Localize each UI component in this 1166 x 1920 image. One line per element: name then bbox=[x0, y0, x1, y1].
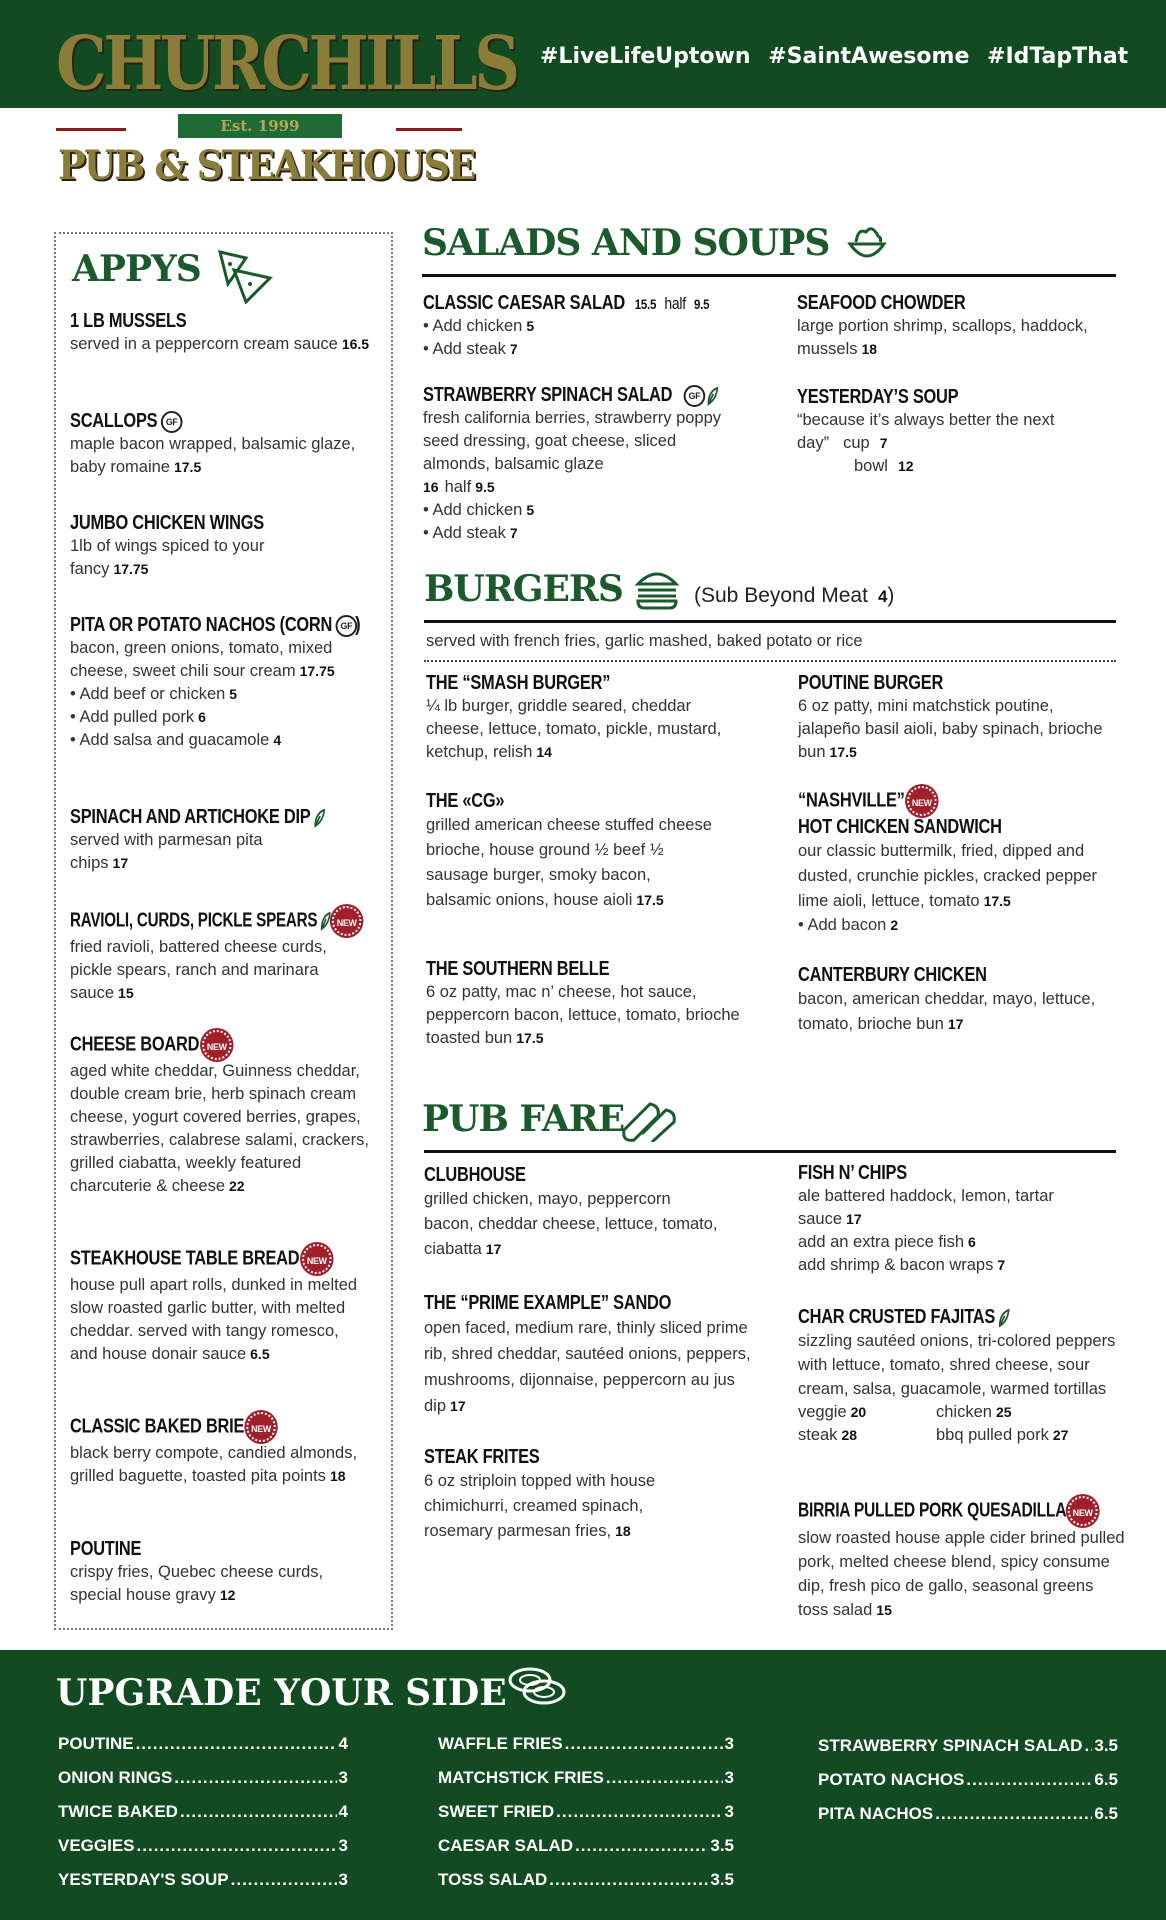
item-price: 12 bbox=[219, 1587, 236, 1603]
menu-item bbox=[70, 806, 370, 875]
item-desc: fresh california berries, strawberry poppy seed dressing, goat cheese, sliced almonds, balsamic glaze bbox=[423, 409, 722, 473]
menu-item bbox=[70, 310, 370, 356]
item-name: SCALLOPS bbox=[70, 410, 158, 432]
side-item bbox=[58, 1802, 348, 1822]
burgers-served-with: served with french fries, garlic mashed, baked potato or rice bbox=[426, 632, 863, 650]
side-name: POTATO NACHOS bbox=[818, 1770, 965, 1789]
vegetarian-leaf-icon bbox=[998, 1308, 1009, 1328]
side-price: 3 bbox=[338, 1836, 348, 1855]
logo-churchills: CHURCHILLS bbox=[56, 21, 517, 107]
menu-item bbox=[70, 1244, 370, 1366]
gluten-free-icon: GF bbox=[335, 615, 357, 637]
half-price: 9.5 bbox=[475, 479, 495, 495]
side-name: STRAWBERRY SPINACH SALAD bbox=[818, 1736, 1083, 1755]
item-desc: 1lb of wings spiced to your fancy bbox=[70, 537, 265, 578]
addon-text: • Add beef or chicken bbox=[70, 685, 226, 703]
extra-price: 6 bbox=[968, 1234, 976, 1250]
item-name: THE «CG» bbox=[426, 790, 505, 812]
item-price: 17.5 bbox=[173, 459, 202, 475]
beyond-meat-note bbox=[694, 584, 894, 608]
menu-item bbox=[70, 614, 370, 752]
item-desc: 6 oz patty, mac n’ cheese, hot sauce, peppercorn bacon, lettuce, tomato, brioche toasted bun bbox=[426, 983, 740, 1047]
item-name: SEAFOOD CHOWDER bbox=[797, 292, 966, 314]
section-divider bbox=[424, 620, 1116, 623]
item-price: 15 bbox=[118, 985, 134, 1001]
item-name: CLUBHOUSE bbox=[424, 1164, 526, 1186]
bowl-price: 12 bbox=[897, 458, 914, 474]
item-price: 17.5 bbox=[983, 893, 1011, 909]
side-item bbox=[438, 1734, 734, 1754]
item-desc: served in a peppercorn cream sauce bbox=[70, 335, 338, 353]
side-item bbox=[818, 1804, 1118, 1824]
extra-text: add shrimp & bacon wraps bbox=[798, 1256, 994, 1274]
side-price: 3 bbox=[724, 1768, 734, 1787]
side-name: MATCHSTICK FRIES bbox=[438, 1768, 604, 1787]
item-desc: large portion shrimp, scallops, haddock, mussels bbox=[797, 317, 1088, 358]
item-name: CANTERBURY CHICKEN bbox=[798, 964, 987, 986]
item-price: 18 bbox=[861, 341, 878, 357]
item-price: 6.5 bbox=[250, 1346, 270, 1362]
item-name: THE “SMASH BURGER” bbox=[426, 672, 611, 694]
side-name: VEGGIES bbox=[58, 1836, 135, 1855]
menu-item bbox=[798, 1496, 1128, 1622]
side-name: YESTERDAY'S SOUP bbox=[58, 1870, 229, 1889]
item-desc: 6 oz striploin topped with house chimichurri, creamed spinach, rosemary parmesan fries, bbox=[424, 1472, 656, 1540]
menu-item bbox=[798, 672, 1118, 764]
menu-item bbox=[70, 1538, 370, 1607]
section-divider bbox=[424, 1150, 1116, 1153]
menu-item bbox=[426, 790, 726, 913]
new-badge: NEW bbox=[302, 1244, 332, 1274]
item-desc: served with parmesan pita chips bbox=[70, 831, 263, 872]
sub-note-close: ) bbox=[887, 584, 895, 607]
item-name: THE SOUTHERN BELLE bbox=[426, 958, 610, 980]
wrap-icon bbox=[620, 1100, 678, 1142]
side-item bbox=[58, 1870, 348, 1890]
item-desc: ¼ lb burger, griddle seared, cheddar cheese, lettuce, tomato, pickle, mustard, ketchup, relish bbox=[426, 697, 722, 761]
side-price: 3 bbox=[338, 1870, 348, 1889]
item-price: 17.75 bbox=[113, 561, 149, 577]
menu-item bbox=[423, 292, 753, 361]
item-desc: “because it’s always better the next day” bbox=[797, 411, 1055, 452]
side-item bbox=[58, 1734, 348, 1754]
dotted-divider bbox=[424, 660, 1116, 662]
side-price: 3 bbox=[724, 1802, 734, 1821]
side-price: 3.5 bbox=[1094, 1736, 1118, 1755]
addon-price: 5 bbox=[526, 318, 535, 334]
menu-item bbox=[798, 1162, 1118, 1277]
item-desc: open faced, medium rare, thinly sliced prime rib, shred cheddar, sautéed onions, peppers, mushrooms, dijonnaise, peppercorn au jus dip bbox=[424, 1319, 751, 1415]
pubfare-title: PUB FARE bbox=[422, 1098, 625, 1140]
option-text: steak bbox=[798, 1426, 838, 1444]
option-price: 20 bbox=[850, 1404, 867, 1420]
item-price: 16 bbox=[423, 479, 439, 495]
addon-price: 2 bbox=[890, 917, 899, 933]
item-price: 17.5 bbox=[829, 744, 857, 760]
section-divider bbox=[422, 274, 1116, 277]
item-price: 18 bbox=[615, 1523, 631, 1539]
half-price: 9.5 bbox=[694, 296, 710, 312]
vegetarian-leaf-icon bbox=[314, 808, 325, 828]
item-price: 15 bbox=[876, 1602, 892, 1618]
item-price: 17 bbox=[947, 1016, 964, 1032]
item-name: “NASHVILLE” bbox=[798, 789, 905, 812]
addon-price: 5 bbox=[526, 502, 535, 518]
logo-established: Est. 1999 bbox=[178, 114, 342, 138]
option-text: bbq pulled pork bbox=[936, 1426, 1049, 1444]
menu-item bbox=[70, 906, 400, 1005]
option-text: veggie bbox=[798, 1403, 847, 1421]
side-price: 6.5 bbox=[1094, 1770, 1118, 1789]
cup-label: cup bbox=[843, 434, 870, 452]
item-name: SPINACH AND ARTICHOKE DIP bbox=[70, 806, 311, 828]
side-name: ONION RINGS bbox=[58, 1768, 173, 1787]
side-item bbox=[58, 1836, 348, 1856]
half-label: half bbox=[444, 478, 472, 496]
bowl-label: bowl bbox=[854, 457, 888, 475]
side-price: 3.5 bbox=[710, 1836, 734, 1855]
item-desc: black berry compote, candied almonds, grilled baguette, toasted pita points bbox=[70, 1444, 358, 1485]
item-name: YESTERDAY’S SOUP bbox=[797, 386, 959, 408]
appys-section bbox=[54, 232, 393, 1630]
item-desc: house pull apart rolls, dunked in melted slow roasted garlic butter, with melted cheddar. served with tangy romesco, and house donair sauce bbox=[70, 1276, 358, 1363]
item-name: RAVIOLI, CURDS, PICKLE SPEARS bbox=[70, 909, 318, 932]
menu-item bbox=[797, 292, 1127, 361]
item-price: 17 bbox=[450, 1398, 466, 1414]
item-name: CLASSIC BAKED BRIE bbox=[70, 1415, 245, 1438]
burger-icon bbox=[634, 568, 680, 610]
menu-item bbox=[798, 786, 1128, 937]
item-desc: sizzling sautéed onions, tri-colored peppers with lettuce, tomato, shred cheese, sour cream, salsa, guacamole, warmed tortillas bbox=[798, 1332, 1116, 1398]
menu-item bbox=[798, 1306, 1128, 1447]
item-price: 17.5 bbox=[516, 1030, 544, 1046]
menu-item bbox=[426, 672, 736, 764]
item-price: 16.5 bbox=[341, 336, 370, 352]
logo-divider bbox=[396, 128, 462, 131]
side-price: 6.5 bbox=[1094, 1804, 1118, 1823]
side-name: SWEET FRIED bbox=[438, 1802, 555, 1821]
addon-price: 6 bbox=[198, 709, 206, 725]
item-name: STRAWBERRY SPINACH SALAD bbox=[423, 384, 673, 406]
item-price: 17.75 bbox=[299, 663, 335, 679]
addon-text: • Add steak bbox=[423, 340, 506, 358]
item-name: JUMBO CHICKEN WINGS bbox=[70, 512, 264, 534]
sides-section bbox=[0, 1650, 1166, 1920]
side-item bbox=[818, 1770, 1118, 1790]
side-name: CAESAR SALAD bbox=[438, 1836, 574, 1855]
addon-price: 7 bbox=[509, 341, 518, 357]
extra-text: add an extra piece fish bbox=[798, 1233, 965, 1251]
addon-text: • Add chicken bbox=[423, 317, 523, 335]
addon-text: • Add pulled pork bbox=[70, 708, 195, 726]
item-desc: fried ravioli, battered cheese curds, pickle spears, ranch and marinara sauce bbox=[70, 938, 327, 1002]
gluten-free-icon: GF bbox=[160, 411, 182, 433]
item-name-line2: HOT CHICKEN SANDWICH bbox=[798, 816, 1002, 838]
vegetarian-leaf-icon bbox=[320, 911, 331, 931]
salads-title: SALADS AND SOUPS bbox=[422, 222, 830, 264]
side-item bbox=[438, 1870, 734, 1890]
onion-rings-icon bbox=[506, 1664, 568, 1708]
option-price: 28 bbox=[841, 1427, 858, 1443]
menu-item bbox=[426, 958, 746, 1050]
item-name: PITA OR POTATO NACHOS (CORN bbox=[70, 614, 333, 636]
item-desc: aged white cheddar, Guinness cheddar, double cream brie, herb spinach cream cheese, yogurt covered berries, grapes, strawberries, calabrese salami, crackers, grilled ciabatta, weekly featured charcuterie & cheese bbox=[70, 1062, 369, 1195]
salad-bowl-icon bbox=[846, 222, 888, 264]
side-price: 4 bbox=[338, 1802, 348, 1821]
sub-note: (Sub Beyond Meat bbox=[694, 584, 868, 607]
cup-price: 7 bbox=[879, 435, 888, 451]
new-badge: NEW bbox=[907, 786, 937, 816]
gluten-free-icon: GF bbox=[684, 385, 706, 407]
sides-title: UPGRADE YOUR SIDE bbox=[56, 1672, 507, 1714]
menu-item bbox=[798, 964, 1128, 1037]
option-price: 27 bbox=[1052, 1427, 1069, 1443]
side-name: POUTINE bbox=[58, 1734, 134, 1753]
item-name-end: ) bbox=[355, 614, 361, 636]
side-item bbox=[438, 1802, 734, 1822]
side-price: 3.5 bbox=[710, 1870, 734, 1889]
option-price: 25 bbox=[995, 1404, 1012, 1420]
side-name: TOSS SALAD bbox=[438, 1870, 548, 1889]
logo-divider bbox=[56, 128, 126, 131]
addon-text: • Add steak bbox=[423, 524, 506, 542]
item-name: THE “PRIME EXAMPLE” SANDO bbox=[424, 1292, 672, 1314]
new-badge: NEW bbox=[202, 1030, 232, 1060]
item-desc: slow roasted house apple cider brined pulled pork, melted cheese blend, spicy consume dip, fresh pico de gallo, seasonal greens toss salad bbox=[798, 1529, 1125, 1619]
addon-price: 4 bbox=[273, 732, 282, 748]
item-price: 15.5 bbox=[634, 296, 657, 312]
item-price: 18 bbox=[329, 1468, 346, 1484]
side-item bbox=[438, 1836, 734, 1856]
side-item bbox=[438, 1768, 734, 1788]
item-price: 14 bbox=[536, 744, 552, 760]
item-name: POUTINE BURGER bbox=[798, 672, 944, 694]
new-badge: NEW bbox=[332, 906, 362, 936]
item-price: 17.5 bbox=[636, 892, 664, 908]
item-name: POUTINE bbox=[70, 1538, 142, 1560]
item-name: CLASSIC CAESAR SALAD bbox=[423, 292, 625, 314]
addon-price: 5 bbox=[229, 686, 238, 702]
side-item bbox=[58, 1768, 348, 1788]
item-price: 17 bbox=[112, 855, 129, 871]
new-badge: NEW bbox=[1068, 1496, 1098, 1526]
item-desc: maple bacon wrapped, balsamic glaze, baby romaine bbox=[70, 435, 356, 476]
menu-item bbox=[424, 1292, 754, 1419]
menu-item bbox=[70, 1030, 370, 1198]
menu-item bbox=[424, 1164, 734, 1262]
hashtags: #LiveLifeUptown #SaintAwesome #IdTapThat bbox=[540, 44, 1129, 69]
item-price: 22 bbox=[229, 1178, 245, 1194]
side-name: WAFFLE FRIES bbox=[438, 1734, 563, 1753]
addon-text: • Add chicken bbox=[423, 501, 523, 519]
item-price: 17 bbox=[485, 1241, 502, 1257]
side-name: TWICE BAKED bbox=[58, 1802, 178, 1821]
logo-pub-steakhouse: PUB & STEAKHOUSE bbox=[58, 142, 475, 189]
item-desc: 6 oz patty, mini matchstick poutine, jalapeño basil aioli, baby spinach, brioche bun bbox=[798, 697, 1103, 761]
half-label: half bbox=[664, 294, 686, 313]
menu-item bbox=[423, 384, 733, 545]
menu-item bbox=[70, 1412, 370, 1488]
new-badge: NEW bbox=[247, 1412, 277, 1442]
side-price: 3 bbox=[724, 1734, 734, 1753]
addon-text: • Add salsa and guacamole bbox=[70, 731, 270, 749]
addon-text: • Add bacon bbox=[798, 916, 887, 934]
item-desc: ale battered haddock, lemon, tartar sauce bbox=[798, 1187, 1054, 1228]
vegetarian-leaf-icon bbox=[707, 386, 718, 406]
item-desc: crispy fries, Quebec cheese curds, special house gravy bbox=[70, 1563, 324, 1604]
extra-price: 7 bbox=[997, 1257, 1006, 1273]
item-name: FISH N’ CHIPS bbox=[798, 1162, 907, 1184]
menu-item bbox=[70, 512, 370, 581]
sub-price: 4 bbox=[877, 587, 888, 606]
burgers-title: BURGERS bbox=[424, 568, 623, 610]
item-name: 1 LB MUSSELS bbox=[70, 310, 187, 332]
menu-item bbox=[70, 410, 370, 479]
item-price: 17 bbox=[846, 1211, 862, 1227]
item-desc: grilled american cheese stuffed cheese brioche, house ground ½ beef ½ sausage burger, smoky bacon, balsamic onions, house aioli bbox=[426, 816, 712, 909]
appys-title: APPYS bbox=[72, 248, 201, 290]
option-text: chicken bbox=[936, 1403, 992, 1421]
item-desc: bacon, american cheddar, mayo, lettuce, tomato, brioche bun bbox=[798, 990, 1096, 1033]
item-desc: bacon, green onions, tomato, mixed cheese, sweet chili sour cream bbox=[70, 639, 333, 680]
side-price: 3 bbox=[338, 1768, 348, 1787]
item-name: STEAK FRITES bbox=[424, 1446, 540, 1468]
menu-item bbox=[424, 1446, 734, 1544]
nacho-icon bbox=[216, 248, 274, 304]
item-name: CHAR CRUSTED FAJITAS bbox=[798, 1306, 996, 1328]
item-name: STEAKHOUSE TABLE BREAD bbox=[70, 1247, 300, 1270]
side-item bbox=[818, 1736, 1118, 1756]
side-name: PITA NACHOS bbox=[818, 1804, 934, 1823]
addon-price: 7 bbox=[509, 525, 518, 541]
item-name: CHEESE BOARD bbox=[70, 1033, 200, 1056]
item-desc: our classic buttermilk, fried, dipped and dusted, crunchie pickles, cracked pepper lime aioli, lettuce, tomato bbox=[798, 842, 1097, 910]
side-price: 4 bbox=[338, 1734, 348, 1753]
menu-item bbox=[797, 386, 1117, 478]
item-name: BIRRIA PULLED PORK QUESADILLA bbox=[798, 1499, 1067, 1522]
item-desc: grilled chicken, mayo, peppercorn bacon, cheddar cheese, lettuce, tomato, ciabatta bbox=[424, 1190, 718, 1258]
